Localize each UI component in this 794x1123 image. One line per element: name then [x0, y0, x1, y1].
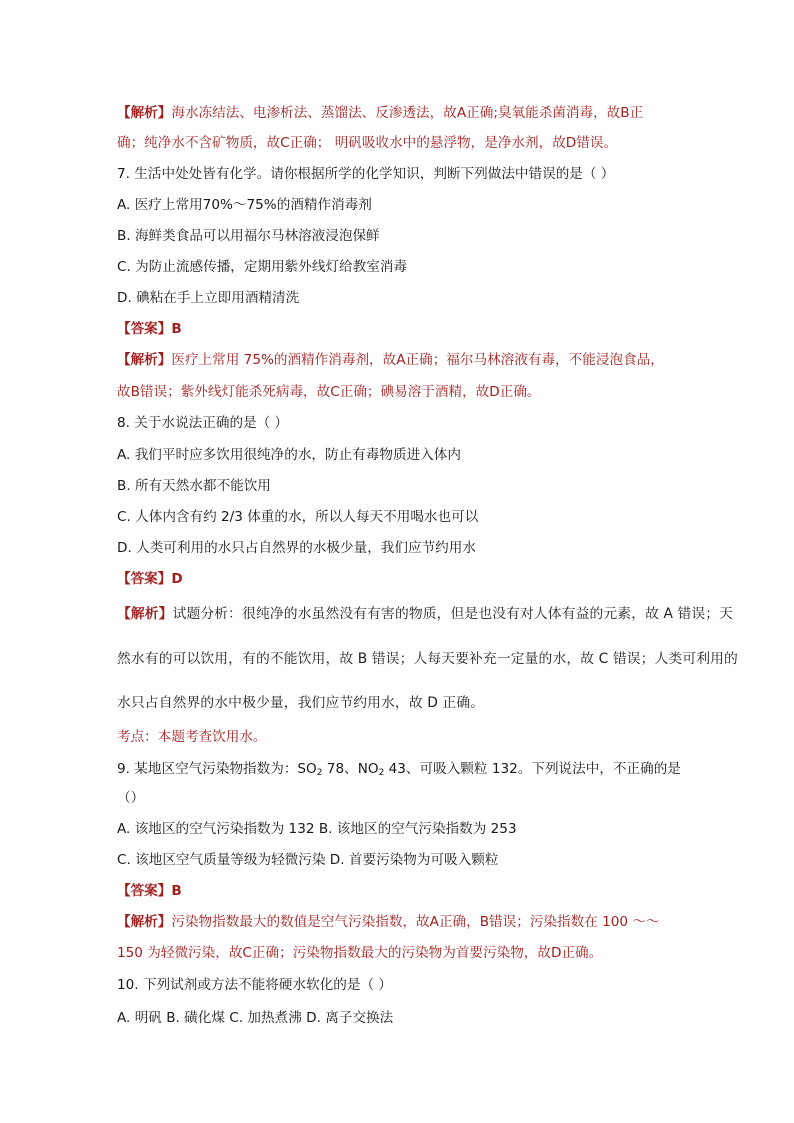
analysis-tag: 【解析】 [117, 914, 172, 930]
q9-analysis-line2: 150 为轻微污染，故C正确；污染物指数最大的污染物为首要污染物，故D正确。 [117, 945, 603, 961]
q9-text-pre: 9. 某地区空气污染物指数为：SO [117, 761, 317, 777]
analysis-text: 污染物指数最大的数值是空气污染指数，故A正确，B错误；污染指数在 100 ～～ [171, 914, 660, 930]
q7-option-a: A. 医疗上常用70%～75%的酒精作消毒剂 [117, 197, 372, 213]
q9-subscript-no2: 2 [378, 768, 385, 778]
question-8: 8. 关于水说法正确的是（ ） [117, 415, 289, 431]
q8-option-a: A. 我们平时应多饮用很纯净的水，防止有毒物质进入体内 [117, 447, 461, 463]
question-10: 10. 下列试剂或方法不能将硬水软化的是（ ） [117, 977, 392, 993]
analysis-text: 试题分析：很纯净的水虽然没有有害的物质，但是也没有对人体有益的元素，故 A 错误；天 [172, 606, 734, 622]
question-7: 7. 生活中处处皆有化学。请你根据所学的化学知识，判断下列做法中错误的是（ ） [117, 166, 615, 182]
q7-option-c: C. 为防止流感传播，定期用紫外线灯给教室消毒 [117, 259, 408, 275]
q9-answer: 【答案】B [117, 883, 182, 899]
q8-analysis-line3: 水只占自然界的水中极少量，我们应节约用水，故 D 正确。 [117, 695, 485, 711]
q9-paren: （） [117, 790, 145, 806]
q8-analysis-line1 [117, 605, 733, 623]
q7-option-d: D. 碘粘在手上立即用酒精清洗 [117, 290, 300, 306]
question-9 [117, 760, 681, 782]
q9-text-mid: 78、NO [322, 761, 379, 777]
analysis-tag: 【解析】 [117, 352, 172, 368]
analysis-tag: 【解析】 [117, 606, 173, 622]
q8-answer: 【答案】D [117, 571, 183, 587]
analysis-q6-line1 [117, 104, 643, 122]
q10-options: A. 明矾 B. 磺化煤 C. 加热煮沸 D. 离子交换法 [117, 1010, 394, 1026]
q7-option-b: B. 海鲜类食品可以用福尔马林溶液浸泡保鲜 [117, 228, 380, 244]
analysis-q6-line2: 确；纯净水不含矿物质，故C正确； 明矾吸收水中的悬浮物，是净水剂，故D错误。 [117, 135, 618, 151]
q8-option-d: D. 人类可利用的水只占自然界的水极少量，我们应节约用水 [117, 540, 476, 556]
q9-text-post: 43、可吸入颗粒 132。下列说法中，不正确的是 [384, 761, 681, 777]
q8-analysis-line2: 然水有的可以饮用，有的不能饮用，故 B 错误；人每天要补充一定量的水，故 C 错误；人类可利用的 [117, 651, 738, 667]
q8-note: 考点：本题考查饮用水。 [117, 729, 267, 745]
q7-answer: 【答案】B [117, 321, 182, 337]
q7-analysis-line2: 故B错误；紫外线灯能杀死病毒，故C正确；碘易溶于酒精，故D正确。 [117, 384, 541, 400]
q9-options-cd: C. 该地区空气质量等级为轻微污染 D. 首要污染物为可吸入颗粒 [117, 852, 499, 868]
q9-options-ab: A. 该地区的空气污染指数为 132 B. 该地区的空气污染指数为 253 [117, 821, 517, 837]
analysis-tag: 【解析】 [117, 105, 172, 121]
analysis-text: 海水冻结法、电渗析法、蒸馏法、反渗透法，故A正确;臭氧能杀菌消毒，故B正 [171, 105, 644, 121]
q8-option-c: C. 人体内含有约 2/3 体重的水，所以人每天不用喝水也可以 [117, 509, 479, 525]
q7-analysis-line1 [117, 351, 664, 369]
q9-analysis-line1 [117, 913, 660, 931]
analysis-text: 医疗上常用 75%的酒精作消毒剂，故A正确；福尔马林溶液有毒，不能浸泡食品， [171, 352, 664, 368]
q8-option-b: B. 所有天然水都不能饮用 [117, 478, 271, 494]
q9-subscript-so2: 2 [316, 768, 323, 778]
